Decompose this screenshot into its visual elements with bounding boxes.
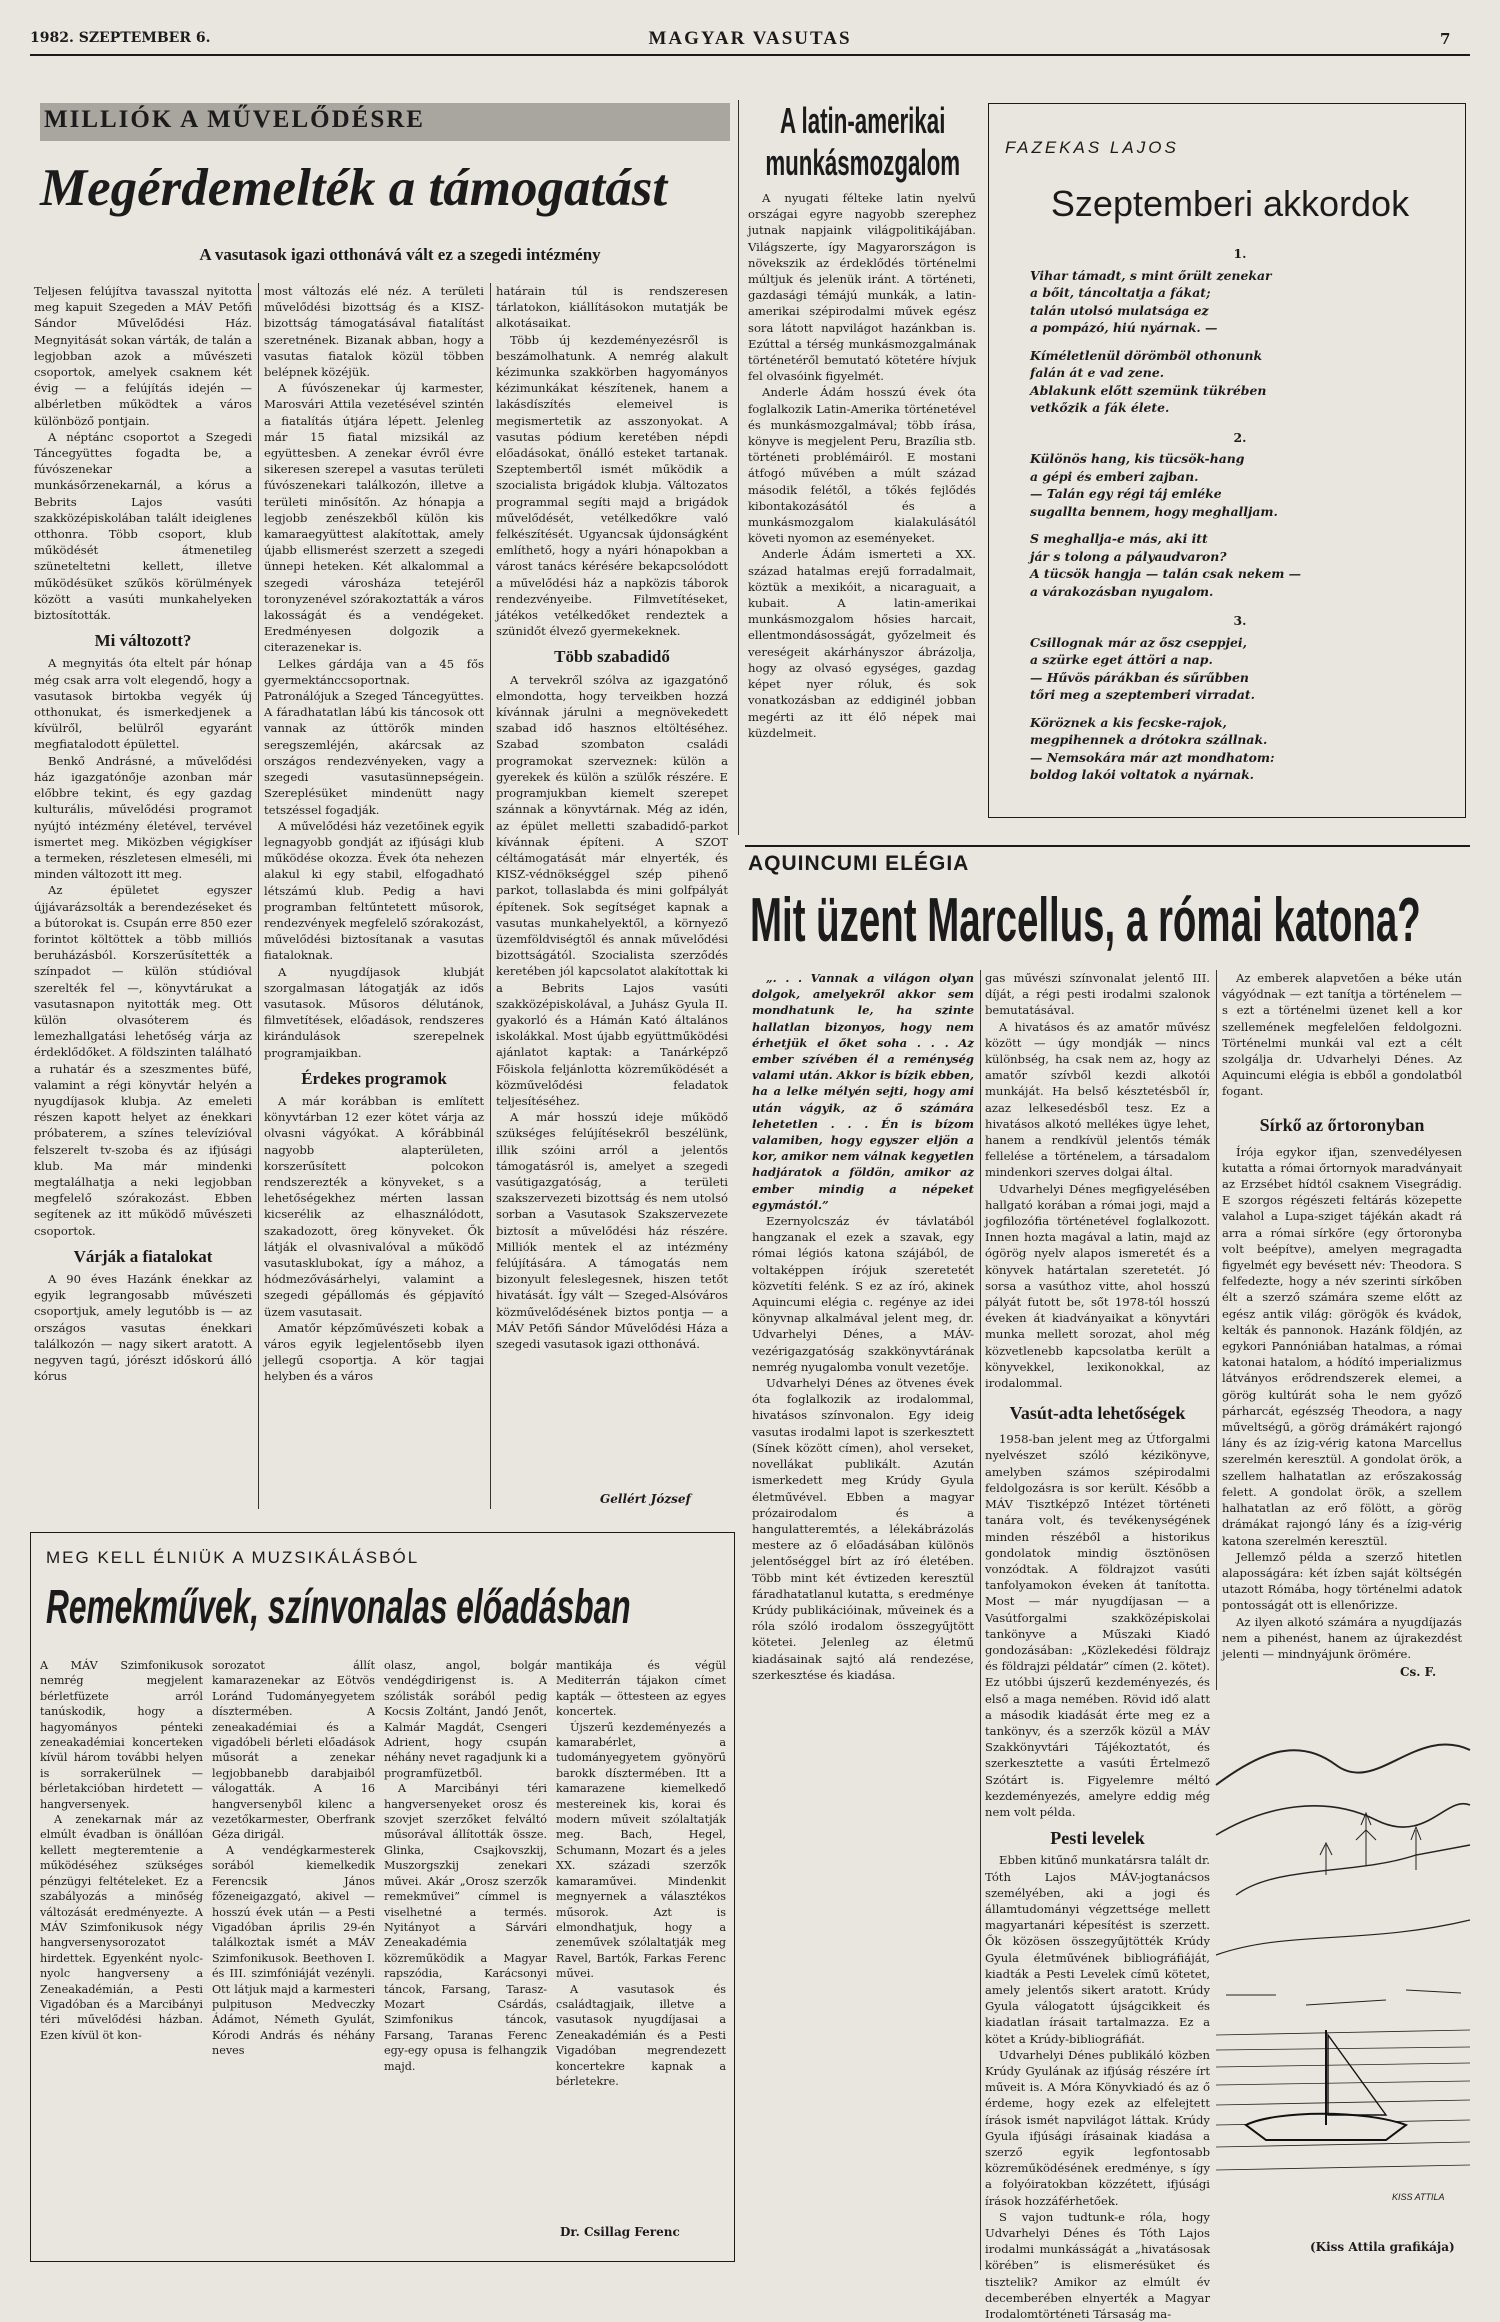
article4-author: Cs. F. (1400, 1665, 1437, 1679)
article1-column-3 (496, 283, 728, 1483)
poem-line: Kíméletlenül dörömböl othonunk (1030, 347, 1263, 363)
poem-line: a várakozásban nyugalom. (1030, 583, 1214, 599)
article1-title: Megérdemelték a támogatást (40, 159, 668, 217)
paragraph: A megnyitás óta eltelt pár hónap még csak arra volt elegendő, hogy a vasutasok birtokba vegyék új otthonukat, és ismerkedjenek a kívülről, belülről egyaránt megfiatalodott épülettel. (34, 656, 252, 752)
paragraph: Jellemző példa a szerző hitetlen alaposságára: két ízben saját költségén utazott Rómába, hogy történelmi adatok pontosságát ott is ellenőrizze. (1222, 1549, 1462, 1613)
paragraph: Anderle Ádám ismerteti a XX. század hatalmas erejű forradalmait, köztük a mexikóit, a nicaraguait, a kubait. A latin-amerikai munkásmozgalom hősies harcait, ellentmondásosságát, győzelmeit és vereségeit akárhányszor ábrázolja, hogy az olvasó egységes, gazdag képet nyer róluk, és sok vonatkozásban az eddiginél jobban megérti az itt élő népek mai küzdelmeit. (748, 547, 976, 740)
article2-title-box (748, 100, 976, 185)
paragraph: A már hosszú ideje működő szükséges felújítésekről beszélünk, illik szóini arról a jelentős támogatásról is, amelyet a szegedi vasútigazgatóság, a területi szakszervezeti bizottság és nem utolsó sorban a Vasutasok Szakszervezete biztosít a művelődési ház részére. Milliók mentek el az intézmény felújítására. A támogatás nem bizonyult feleslegesnek, hiszen tetőt hivatását. Így vált — Szeged-Alsóváros közművelődésének biztos pontja — a MÁV Petőfi Sándor Művelődési Háza a szegedi vasutasok igazi otthonává. (496, 1110, 728, 1351)
paragraph: Újszerű kezdeményezés a kamarabérlet, a tudományegyetem gyönyörű barokk dísztermében. Itt a kamarazene kiemelkedő mestereinek kis, korai és modern műveit szólaltatják meg. Bach, Hegel, Schumann, Mozart és a jeles XX. századi szerzők kamaraművei. Mindenkit megnyernek a választékos műsorok. Azt is elmondhatjuk, hogy a zeneművek szólaltatják meg Ravel, Bartók, Farkas Ferenc művei. (556, 1720, 726, 1981)
poem-line: tőri meg a szeptemberi virradat. (1030, 687, 1255, 702)
subhead-pesti: Pesti levelek (1050, 1828, 1145, 1849)
paragraph: A hivatásos és az amatőr művész között — úgy mondják — nincs különbség, ha csak nem az, hogy az amatőr szívből kezdi alkotói munkáját. Ha belső késztetésből ír, azaz lelkesedésből tesz. Ez a hivatásos alkotó mellékes ügye lehet, hanem a rendkívül jelentős témák fellelése a történelem, a társadalom mindenkori szerves dolgai által. (985, 1019, 1210, 1180)
paragraph: olasz, angol, bolgár vendégdirigenst is. A szólisták sorából pedig Kocsis Zoltánt, Jandó Jenőt, Kalmár Magdát, Csengeri Adrient, hogy csupán néhány nevet ragadjunk ki a programfüzetből. (384, 1659, 547, 1780)
poem-line: falán át e vad zene. (1030, 365, 1165, 380)
stanza-number: 2. (1233, 429, 1247, 445)
illustration-credit: (Kiss Attila grafikája) (1310, 2240, 1455, 2254)
article3-title: Remekművek, színvonalas előadásban (46, 1581, 631, 1634)
paragraph: sorozatot állít kamarazenekar az Eötvös Loránd Tudományegyetem dísztermében. A zeneakadémiai és a vigadóbeli bérleti előadások műsorát a zenekar legjobbanebb darabjaiból válogatták. A 16 hangversenyből kilenc a vezetőkarmester, Oberfrank Géza dirigál. (212, 1659, 375, 1842)
poem-title: Szeptemberi akkordok (1050, 183, 1410, 224)
paragraph: A fúvószenekar új karmester, Marosvári Attila vezetésével szintén a fiatalítás útjára lépett. Jelenleg már 15 fiatal mizsikál az együttesben. A zenekar évről évre sikeresen szerepel a vasutas területi fúvószenekari találkozón, illetve a területi minősítőn. Az hónapja a legjobb zenészekből külön kis kamaraegyüttest alakítottak, amely újabb ellismerést szerzett a szegedi ünnepi heteken. Két alkalommal a szegedi városháza tetejéről toronyzenével szórakoztatták a város lakosságát és a vendégeket. Eredményesen dolgozik a citerazenekar is. (264, 381, 484, 655)
paragraph: Írója egykor ifjan, szenvedélyesen kutatta a római őrtornyok maradványait az Erzsébet hídtól csaknem Visegrádig. E szorgos régészeti feltárás közepette valahol a Lupa-sziget tájékán akadt rá arra a római sírkőre (egy őrtoronyba volt beépítve), amelyen megragadta figyelmét egy bevésett név: Theodora. S felfedezte, hogy a név szerinti sírkőben élt a szerző számára szeme előtt az egész antik világ: görögök és kvádok, kelták és pannonok. Hazánk földjén, az egykori Pannóniában hatalmas, a római katonai hatalom, a hódító imperializmus látványos erődrendszerek elemei, a görög kultúrát soha le nem győző párharcát, egészség Theodora, a nagy műveltségű, a görög drámákért rajongó lány és az ízig-vérig katona Marcellus szerelmén keresztül. A gondolat örök, a szellem halhatatlan az erőszakosság felett. A gondolat örök, a szellem halhatatlan az erő fölött, a görög drámákat rajongó lány és a ízig-vérig katona szerelmén keresztül. (1222, 1144, 1462, 1548)
column-divider (490, 283, 491, 1509)
poem-line: Vihar támadt, s mint őrült zenekar (1030, 267, 1272, 283)
poem-line: megpihennek a drótokra szállnak. (1030, 732, 1268, 747)
paragraph: A már korábban is említett könyvtárban 12 ezer kötet várja az olvasni vágyókat. A kőrábbinál nagyobb alapterületen, korszerűsített polcokon rendszerezték a könyveket, s a lehetőségekhez mérten lassan kicserélik az elhasználódott, szakadozott, öreg könyveket. Ők látják el olvasnivalóval a működő vasutasklubokat, így a mához, a hódmezővásárhelyi, valamint a szegedi gépállomás és gépjavító üzem vasutasait. (264, 1093, 484, 1319)
paragraph: A Marcibányi téri hangversenyeket orosz és szovjet szerzőket felváltó műsorával állították össze. Glinka, Csajkovszkij, Muszorgszkij zenekari művei. Akár „Orosz szerzők remekművei” címmel is viselhetné a termés. Nyitányot a Sárvári Zeneakadémia közreműködik a Magyar rapszódia, Karácsonyi táncok, Farsang, Tarasz-Mozart Csárdás, Szimfonikus táncok, Farsang, Taranas Ferenc egy-egy opusa is felhangzik majd. (384, 1782, 547, 2073)
paragraph: Teljesen felújítva tavasszal nyitotta meg kapuit Szegeden a MÁV Petőfi Sándor Művelődési Ház. Megnyitását sokan várták, de talán a legjobban azok a művészeti csoportok, amelyek csaknem két évig — a felújítás idején — albérletben működtek a város különböző pontjain. (34, 284, 252, 428)
poem-author: FAZEKAS LAJOS (1005, 138, 1179, 157)
paragraph: A művelődési ház vezetőinek egyik legnagyobb gondját az ifjúsági klub működése okozza. Évek óta nehezen alakul ki egy stabil, elfogadható létszámú klub. Pedig a havi programban feltűntetett műsorok, rendezvények megfelelő szórakozást, művelődési biztosítanak a vasutas fiataloknak. (264, 818, 484, 963)
paragraph: gas művészi színvonalat jelentő III. díját, a régi pesti irodalmi szalonok bemutatásával. (985, 971, 1210, 1018)
paragraph: A MÁV Szimfonikusok nemrég megjelent bérletfüzete arról tanúskodik, hogy a hagyományos pénteki zeneakadémiai koncerteken kívül három további helyen is sorrakerülnek — bérletakcióban hirdetett — hangversenyek. (40, 1659, 203, 1811)
stanza-number: 3. (1233, 613, 1247, 628)
poem-line: Ablakunk előtt szemünk tükrében (1030, 382, 1267, 398)
paragraph: határain túl is rendszeresen tárlatokon, kiállításokon mutatják be alkotásaikat. (496, 284, 728, 331)
paragraph: A vasutasok és családtagjaik, illetve a vasutasok nyugdíjasai a Zeneakadémián és a Pesti Vigadóban megrendezett koncertekre kapnak a bérletekre. (556, 1982, 726, 2088)
article4-title: Mit üzent Marcellus, a római katona? (750, 886, 1421, 955)
poem-stanza (1030, 245, 1450, 417)
article1-kicker: MILLIÓK A MŰVELŐDÉSRE (44, 106, 425, 133)
article2-title: A latin-amerikai munkásmozgalom (765, 100, 961, 183)
paragraph: Ezernyolcszáz év távlatából hangzanak el ezek a szavak, egy római légiós katona szájából, de voltaképpen írójuk szeretetét közvetíti felénk. S ez az író, akinek Aquincumi elégia c. regénye az idei könyvnap alkalmával jelent meg, dr. Udvarhelyi Dénes, a MÁV-vezérigazgatóság szakkönyvtárának nemrég nyugalomba vonult vezetője. (752, 1214, 974, 1374)
paragraph: mantikája és végül Mediterrán tájakon címet kapták — öttesteen az egyes koncertek. (556, 1659, 726, 1719)
poem-line: S meghallja-e más, aki itt (1030, 531, 1208, 546)
paragraph: Az ilyen alkotó számára a nyugdíjazás nem a pihenést, hanem az újrakezdést jelenti — mindnyájunk örömére. (1222, 1614, 1462, 1661)
paragraph: Ebben kitűnő munkatársra talált dr. Tóth Lajos MÁV-jogtanácsos személyében, aki a jogi és államtudományi végzettsége mellett magyartanári képesítést is szerzett. Ők közösen összegyűjtötték Krúdy Gyula életművének bibliográfiáját, kiadták a Pesti Levelek című kötetet, amely jelentős sikert aratott. Krúdy Gyula válogatott újságcikkeit és kiadatlan írásait tartalmazza. Ez a kötet a Krúdy-bibliográfiát. (985, 1853, 1210, 2046)
poem-line: a gépi és emberi zajban. (1030, 468, 1199, 484)
paper-name: MAGYAR VASUTAS (648, 28, 852, 49)
poem-line: boldog lakói voltatok a nyárnak. (1030, 767, 1254, 782)
paragraph: Udvarhelyi Dénes megfigyelésében hallgató korában a római jogi, majd a jogfilozófia történetével foglalkozott. Innen hozta magával a latin, majd az ógörög nyelv alapos ismeretét és a könyvek határtalan szeretetét. Jó sorsa a vasúthoz vitte, ahol hosszú pályát futott be, sőt 1978-tól hosszú éveken át kiadványaikat a könyvtári munka mellett sorozat, ahol még közvetlenebb kapcsolatba került a könyvekkel, lexikonokkal, az irodalommal. (985, 1181, 1210, 1391)
article2-body (748, 190, 976, 830)
article4-column-1 (752, 970, 974, 2270)
poem-stanza (1030, 612, 1450, 784)
paragraph: A tervekről szólva az igazgatónő elmondotta, hogy terveikben hozzá kívánnak járulni a megnövekedett szabad idő hasznos eltöltéséhez. Szabad szombaton családi programokat szerveznek: külön a gyerekek és külön a szülők részére. E programjukban kiemelt szerepet szánnak a könyvtárnak. Még az idén, az épület melletti szabadidő-parkot kívánnak építeni. A SZOT céltámogatását már elnyerték, és KISZ-védnökséggel szép pihenő parkot, tollaslabda és mini golfpályát építenek. Sok segítséget kapnak a vasutas munkahelyektől, a környező üzemföldviségtől és annak művelődési bizottságától. Szocialista szerződés keretében jól kapcsolatot alakítottak ki a Bebrits Lajos vasúti szakközépiskolával, a Juhász Gyula II. gyakorló és a Hámán Kató általános iskolákkal. Most újabb együttműködési ajánlatot kaptak: a Tanárképző Főiskola feljánlotta közreműködését a közművelődési feladatok teljesítéséhez. (496, 672, 728, 1108)
paragraph: Udvarhelyi Dénes publikáló közben Krúdy Gyulának az ifjúság részére írt műveit is. A Móra Könyvkiadó és az ő érdeme, hogy ezek az elfelejtett írások ismét napvilágot láttak. Krúdy Gyula ifjúsági írásainak kiadása a szerző egyik legfontosabb közreműködésének eredménye, s így a folyóiratokban közzétett, ifjúsági írások hozzáférhetőek. (985, 2047, 1210, 2208)
subhead-erdekes: Érdekes programok (301, 1068, 447, 1088)
paragraph: A nyugati félteke latin nyelvű országai egyre nagyobb szerephez jutnak napjaink világpolitikájában. Világszerte, így Magyarországon is növekszik az érdeklődés történelmi múltjuk és jelenük iránt. A történeti, gazdasági témájú munkák, a latin-amerikai szépirodalmi művek egész sora látott napvilágot hazánkban is. Ezúttal a térség munkásmozgalmának történetéről bemutató kötetére hívjuk fel olvasóink figyelmét. (748, 191, 976, 384)
subhead-varjak: Várják a fiatalokat (73, 1246, 213, 1266)
paragraph: A nyugdíjasok klubját szorgalmasan látogatják az idős vasutasok. Műsoros délutánok, filmvetítések, előadások, rendszeres kirándulások szerepelnek programjaikban. (264, 964, 484, 1060)
poem-line: A tücsök hangja — talán csak nekem — (1030, 566, 1302, 581)
article4-title-box (750, 885, 1465, 963)
paragraph: Több új kezdeményezésről is beszámolhatunk. A nemrég alakult kézimunka szakkörben hagyományos kézimunkákat készítenek, hanem a lakásdíszítés elemeivel is megismertetik az asszonyokat. A vasutas pódium keretében népdi előadásokat, önálló esteket tartanak. Szeptembertől ismét működik a szocialista brigádok klubja. Változatos programmal segíti majd a brigádok művelődését, vetélkedőkre való felkészítését. Ugyancsak újdonságként említhető, hogy a nyári hónapokban a várost tanács kérésére bekapcsolódott a művelődési ház a napközis táborok rendezvényeibe. Filmvetítéseket, játékos vetélkedőket rendeztek a szünidőt élvező gyermekeknek. (496, 332, 728, 639)
article3-author: Dr. Csillag Ferenc (560, 2225, 680, 2239)
paragraph: S vajon tudtunk-e róla, hogy Udvarhelyi Dénes és Tóth Lajos irodalmi munkásságát a „hivatásosak körében” is elismerésüket és tisztelik? Amikor az elmúlt év decemberében elnyerték a Magyar Irodalomtörténeti Társaság ma- (985, 2209, 1210, 2322)
subhead-vasut: Vasút-adta lehetőségek (1009, 1403, 1186, 1424)
paragraph: Benkő Andrásné, a művelődési ház igazgatónője azonban már előbbre tekint, és egy gazdag kulturális, művelődési programot nyújtó intézmény életével, tervével ismertet meg. Miközben végigkíser a termeken, részletesen elmeséli, mi minden változott itt meg. (34, 753, 252, 882)
poem-line: a pompázó, hiú nyárnak. — (1030, 320, 1218, 335)
poem-line: talán utolsó mulatsága ez (1030, 302, 1209, 318)
article3-column-4 (556, 1658, 726, 2213)
masthead-rule (30, 54, 1470, 56)
paragraph: A vendégkarmesterek sorából kiemelkedik Ferencsik János főzeneigazgató, akivel — hosszú évek után — a Pesti Vigadóban április 29-én találkoztak ismét a MÁV Szimfonikusok. Beethoven I. és III. szimfóniáját vezényli. Ott látjuk majd a karmesteri pulpituson Medveczky Ádámot, Németh Gyulát, Kórodi András és néhány neves (212, 1843, 375, 2058)
poem-line: a bőit, táncoltatja a fákat; (1030, 285, 1211, 300)
paragraph: Udvarhelyi Dénes az ötvenes évek óta foglalkozik az irodalommal, hivatásos színvonalon. Egy ideig vasutas irodalmi lapot is szerkesztett (Sínek között címen), ahol verseket, novellákat publikált. Azután ismerkedett meg Krúdy Gyula életművével. Ebben a magyar prózairodalom és a hangulatteremtés, a lélekábrázolás mestere az ő előadásában különös jelentőséggel bírt az író életében. Több mint két évtizeden keresztül fáradhatatlanul kutatta, s eredménye Krúdy publikációinak, műveinek és a róla szóló irodalom összegyűjtött kötetei. Jelenleg az életmű kiadásainak sajtó alá rendezése, szerkesztése és kiadása. (752, 1376, 974, 1682)
poem-stanza (1030, 429, 1450, 601)
article1-subtitle: A vasutasok igazi otthonává vált ez a szegedi intézmény (199, 245, 601, 264)
poem-line: — Hűvös párákban és sűrűbben (1030, 669, 1249, 685)
column-divider (738, 100, 739, 835)
article3-kicker: MEG KELL ÉLNIÜK A MUZSIKÁLÁSBÓL (46, 1548, 420, 1567)
column-divider (980, 970, 981, 2270)
paragraph: A 90 éves Hazánk énekkar az egyik legrangosabb művészeti csoportjuk, amely legutóbb is — az országos vasutas énekkari találkozón — nagy sikert aratott. A negyven tagú, jórészt időskorú álló kórus (34, 1271, 252, 1384)
article3-column-1 (40, 1658, 203, 2248)
illustration (1216, 1695, 1470, 2220)
article4-column-3 (1222, 970, 1462, 1660)
poem-line: vetkőzik a fák élete. (1030, 400, 1170, 415)
paragraph: Az épületet egyszer újjávarázsolták a berendezéseket és a bútorokat is. Csupán erre 850 ezer forintot költöttek a több milliós beruházásból. Korszerűsítették a színpadot — külön stúdióval szerelték fel —, könyvtárukat a vasutasnapon nyitották meg. Ott külön olvasóterem és lemezhallgatási lehetőség várja az érdeklődőket. A földszinten található a ruhatár és a szeszmentes büfé, valamint a régi könyvtár helyén a nyugdíjasok klubja. Az emeleti részen kapott helyet az énekkari próbaterem, a színes televízióval felszerelt tv-szoba és az ifjúsági klub. Ma már mindenki megtalálhatja a neki legjobban megfelelő szórakozást. Ebben segítenek az itt működő művészeti csoportok. (34, 883, 252, 1238)
column-divider (1216, 970, 1217, 1690)
subhead-tobb: Több szabadidő (554, 647, 670, 667)
article1-column-1 (34, 283, 252, 1515)
subhead-sirko: Sírkő az őrtoronyban (1259, 1114, 1425, 1135)
article3-title-box (46, 1580, 726, 1642)
poem-line: Különös hang, kis tücsök-hang (1030, 451, 1245, 466)
poem-line: jár s tolong a pályaudvaron? (1030, 548, 1227, 564)
stanza-number: 1. (1233, 246, 1247, 261)
article4-column-2 (985, 970, 1210, 2322)
article3-column-2 (212, 1658, 375, 2248)
paragraph: Az emberek alapvetően a béke után vágyódnak — ezt tanítja a történelem — s ezt a történelmi üzenet kell a kor szellemének megfelelően feldolgozni. Történelmi munkái val ezt a célt szolgálja dr. Udvarhelyi Dénes. Az Aquincumi elégia is ebből a gondolatból fogant. (1222, 971, 1462, 1099)
paragraph: Lelkes gárdája van a 45 fős gyermektánccsoportnak. Patronálójuk a Szeged Táncegyüttes. A fáradhatatlan lábú kis táncosok ott vannak az úttörők minden seregszemléjén, akárcsak az országos rendezvényeken, vagy a szegedi vasutasünnepségein. Szereplésüket mindenütt nagy tetszéssel fogadják. (264, 656, 484, 817)
article1-author: Gellért József (600, 1492, 691, 1506)
illustration-signature: KISS ATTILA (1392, 2192, 1445, 2202)
paragraph: A néptánc csoportot a Szegedi Táncegyüttes fogadta be, a fúvószenekar a munkásőrzenekarnál, a kórus a Bebrits Lajos vasúti szakközépiskolában talált ideiglenes otthonra. Több csoport, klub működését átmenetileg szüneteltetni kellett, illetve működésüket szűkös körülmények között a vasúti munkahelyeken biztosították. (34, 429, 252, 623)
poem-line: a szürke eget áttöri a nap. (1030, 652, 1213, 667)
poem-line: Köröznek a kis fecske-rajok, (1030, 714, 1227, 730)
paragraph: A zenekarnak már az elmúlt évadban is önállóan kellett megteremtenie a működéséhez szükséges pénzügyi feltételeket. Ez a szabályozás a minőség változását eredményezte. A MÁV Szimfonikusok négy hangversenysorozatot hirdettek. Egyenként nyolc-nyolc hangverseny a Zeneakadémián, a Pesti Vigadóban és a Marcibányi téri művelődési házban. Ezen kívül öt kon- (40, 1813, 203, 2042)
section-rule (745, 845, 1470, 847)
poem-body (1030, 245, 1450, 784)
river-landscape-drawing (1216, 1695, 1470, 2220)
subhead-mi-valtozott: Mi változott? (94, 631, 192, 651)
poem-line: — Talán egy régi táj emléke (1030, 486, 1222, 501)
paragraph: Anderle Ádám hosszú évek óta foglalkozik Latin-Amerika történetével és munkásmozgalmával; több írása, könyve is megjelent Peru, Brazília stb. történeti problémáiról. E mostani átfogó művében a múlt század második felétől, a tőkés fejlődés kibontakozásától és a munkásmozgalom kialakulásától követi nyomon az eseményeket. (748, 385, 976, 546)
poem-line: Csillognak már az ősz cseppjei, (1030, 634, 1247, 650)
quote-paragraph: „. . . Vannak a világon olyan dolgok, amelyekről akkor sem mondhatunk le, ha szinte hallatlan bizonyos, hogy nem érhetjük el őket soha . . . Az ember szívében él a reménység valami után. Akkor is bízik ebben, ha a lelke mélyén sejti, hogy ami után vágyik, az ő számára lehetetlen . . . Én is bízom valamiben, hogy egyszer eljön a kor, amikor nem válnak kegyetlen hadjáratok a földön, amikor az ember mindig a népeket egymástól.” (752, 971, 974, 1212)
poem-line: — Nemsokára már azt mondhatom: (1030, 749, 1275, 765)
article1-column-2 (264, 283, 484, 1515)
article4-kicker: AQUINCUMI ELÉGIA (748, 852, 970, 875)
article3-column-3 (384, 1658, 547, 2248)
poem-line: sugallta bennem, hogy meghalljam. (1030, 503, 1278, 519)
paragraph: 1958-ban jelent meg az Útforgalmi nyelvészet szóló kézikönyve, amelyben számos szépirodalmi feldolgozásra is sor került. Később a MÁV Tisztképző Intézet történeti tanára volt, és tevékenységének minden részéből a historikus gondolatok mindig ösztönösen vonzódtak. A földrajzot vasúti tanfolyamokon éveken át tanította. Most — már nyugdíjasan — a Vasútforgalmi szakközépiskolai tankönyve a Műszaki Kiadó gondozásában: „Közlekedési földrajz és földrajzi példatár” címen (2. kötet). Ez utóbbi újszerű kezdeményezés, és első a maga nemében. Rövid idő alatt a második kiadását érte meg ez a tankönyv, és a szerzők közül a MÁV Szakkönyvtári Tájékoztatót, és szerkesztette a vasúti Értelmező Szótárt is. Figyelemre méltó kezdeményezés, amelyre eddig még nem volt példa. (985, 1432, 1210, 1819)
page-number: 7 (1440, 30, 1451, 48)
paragraph: Amatőr képzőművészeti kobak a város egyik legjelentősebb ilyen jellegű csoportja. A kör tagjai helyben és a város (264, 1320, 484, 1384)
issue-date: 1982. SZEPTEMBER 6. (30, 30, 211, 46)
column-divider (258, 283, 259, 1509)
paragraph: most változás elé néz. A területi művelődési bizottság és a KISZ-bizottság támogatásával fiatalítást szeretnének. Bizanak abban, hogy a vasutas fiatalok közül többen belépnek közéjük. (264, 284, 484, 380)
